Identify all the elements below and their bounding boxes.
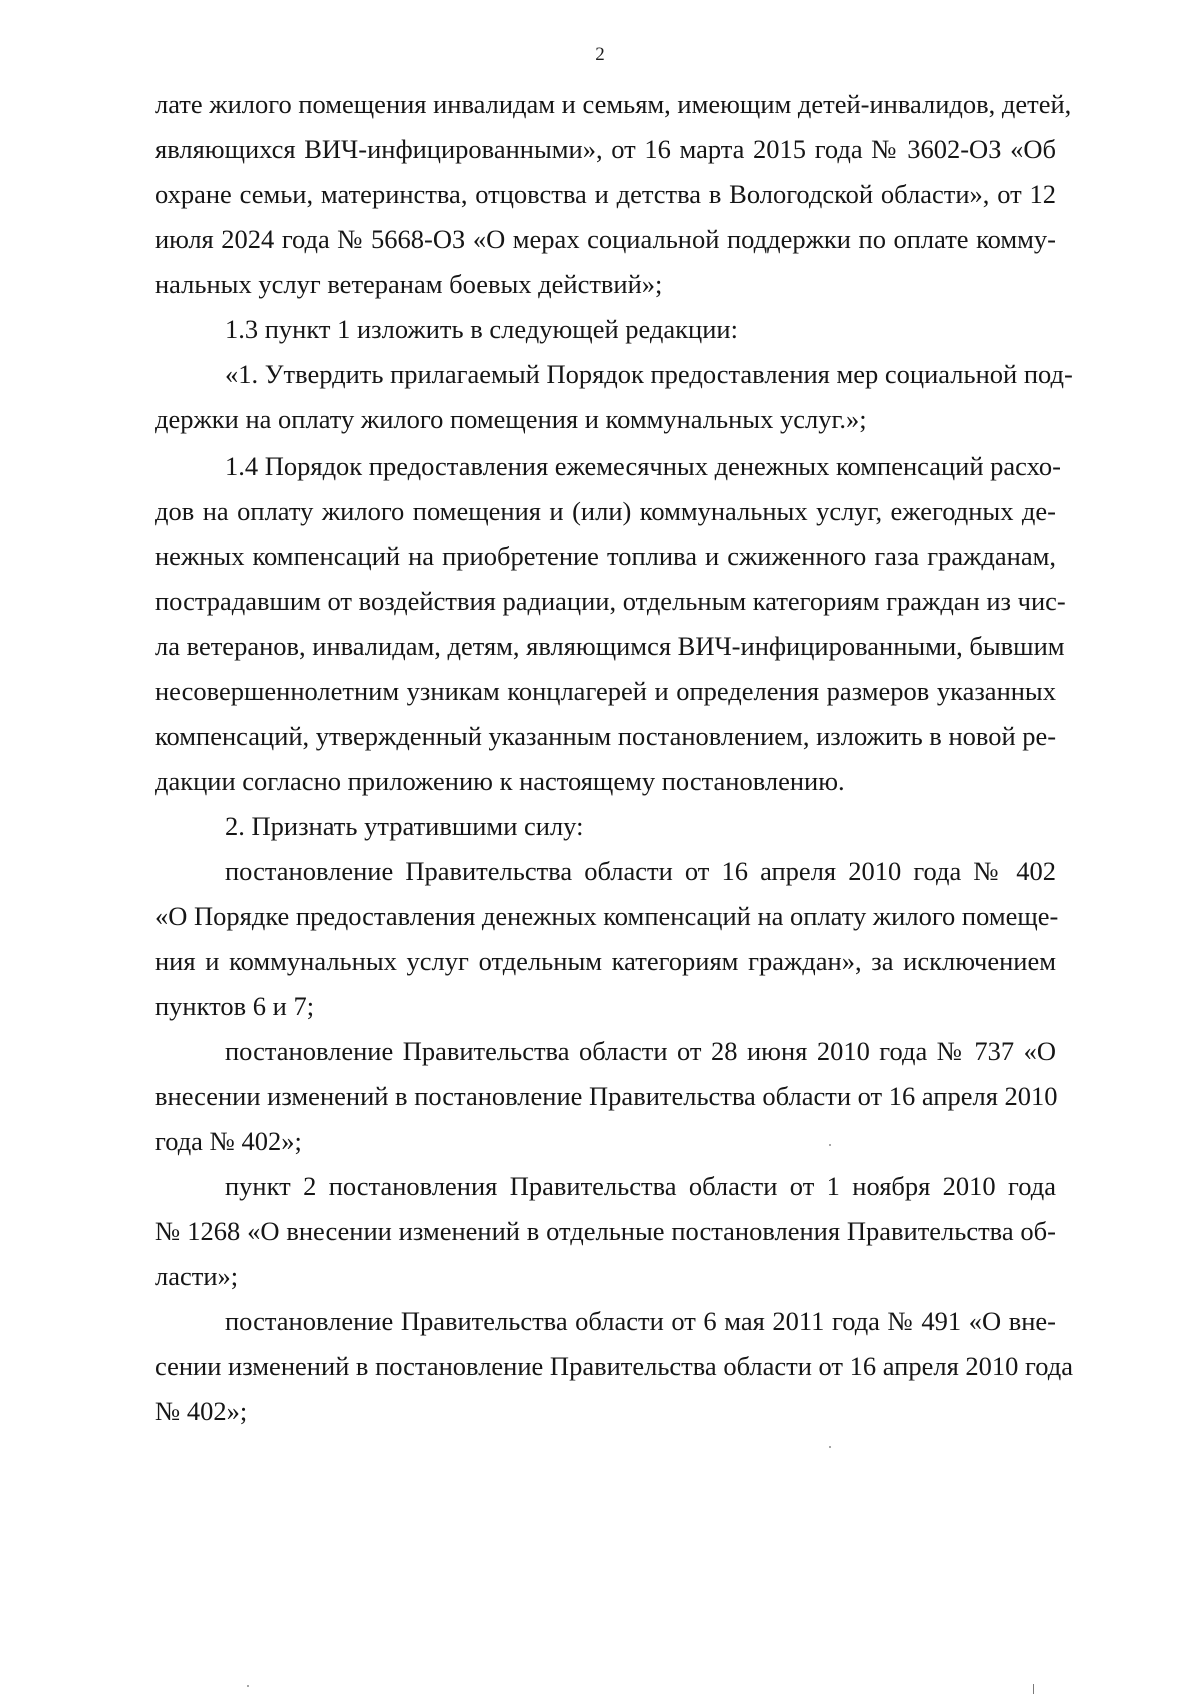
text-line: постановление Правительства области от 16 апреля 2010 года № 402 <box>225 856 1056 886</box>
text-line: «1. Утвердить прилагаемый Порядок предоставления мер социальной под- <box>225 359 1073 389</box>
scan-speck <box>829 1446 831 1448</box>
text-line: держки на оплату жилого помещения и коммунальных услуг.»; <box>155 404 867 434</box>
text-line: ния и коммунальных услуг отдельным категориям граждан», за исключением <box>155 946 1056 976</box>
scan-mark <box>1033 1684 1034 1694</box>
text-line: года № 402»; <box>155 1126 302 1156</box>
text-line: пунктов 6 и 7; <box>155 991 315 1021</box>
text-line: ла ветеранов, инвалидам, детям, являющимся ВИЧ-инфицированными, бывшим <box>155 631 1065 661</box>
text-line: несовершеннолетним узникам концлагерей и определения размеров указанных <box>155 676 1056 706</box>
text-line: 2. Признать утратившими силу: <box>225 811 584 841</box>
text-line: пункт 2 постановления Правительства области от 1 ноября 2010 года <box>225 1171 1056 1201</box>
text-line: пострадавшим от воздействия радиации, отдельным категориям граждан из чис- <box>155 586 1066 616</box>
scan-speck <box>829 1144 831 1146</box>
text-line: № 1268 «О внесении изменений в отдельные постановления Правительства об- <box>155 1216 1056 1246</box>
text-line: нальных услуг ветеранам боевых действий»; <box>155 269 663 299</box>
text-line: дов на оплату жилого помещения и (или) коммунальных услуг, ежегодных де- <box>155 496 1056 526</box>
text-line: 1.3 пункт 1 изложить в следующей редакции: <box>225 314 738 344</box>
text-line: постановление Правительства области от 28 июня 2010 года № 737 «О <box>225 1036 1056 1066</box>
text-line: компенсаций, утвержденный указанным постановлением, изложить в новой ре- <box>155 721 1057 751</box>
text-line: № 402»; <box>155 1396 248 1426</box>
text-line: дакции согласно приложению к настоящему постановлению. <box>155 766 845 796</box>
page-number: 2 <box>595 44 605 65</box>
text-line: лате жилого помещения инвалидам и семьям, имеющим детей-инвалидов, детей, <box>155 89 1072 119</box>
text-line: нежных компенсаций на приобретение топлива и сжиженного газа гражданам, <box>155 541 1056 571</box>
text-line: постановление Правительства области от 6 мая 2011 года № 491 «О вне- <box>225 1306 1056 1336</box>
text-line: «О Порядке предоставления денежных компенсаций на оплату жилого помеще- <box>155 901 1059 931</box>
text-line: внесении изменений в постановление Правительства области от 16 апреля 2010 <box>155 1081 1058 1111</box>
text-line: охране семьи, материнства, отцовства и детства в Вологодской области», от 12 <box>155 179 1056 209</box>
text-line: ласти»; <box>155 1261 239 1291</box>
text-line: являющихся ВИЧ-инфицированными», от 16 марта 2015 года № 3602-ОЗ «Об <box>155 134 1056 164</box>
text-line: сении изменений в постановление Правительства области от 16 апреля 2010 года <box>155 1351 1073 1381</box>
scan-speck <box>247 1685 249 1687</box>
text-line: июля 2024 года № 5668-ОЗ «О мерах социальной поддержки по оплате комму- <box>155 224 1056 254</box>
text-line: 1.4 Порядок предоставления ежемесячных денежных компенсаций расхо- <box>225 451 1061 481</box>
